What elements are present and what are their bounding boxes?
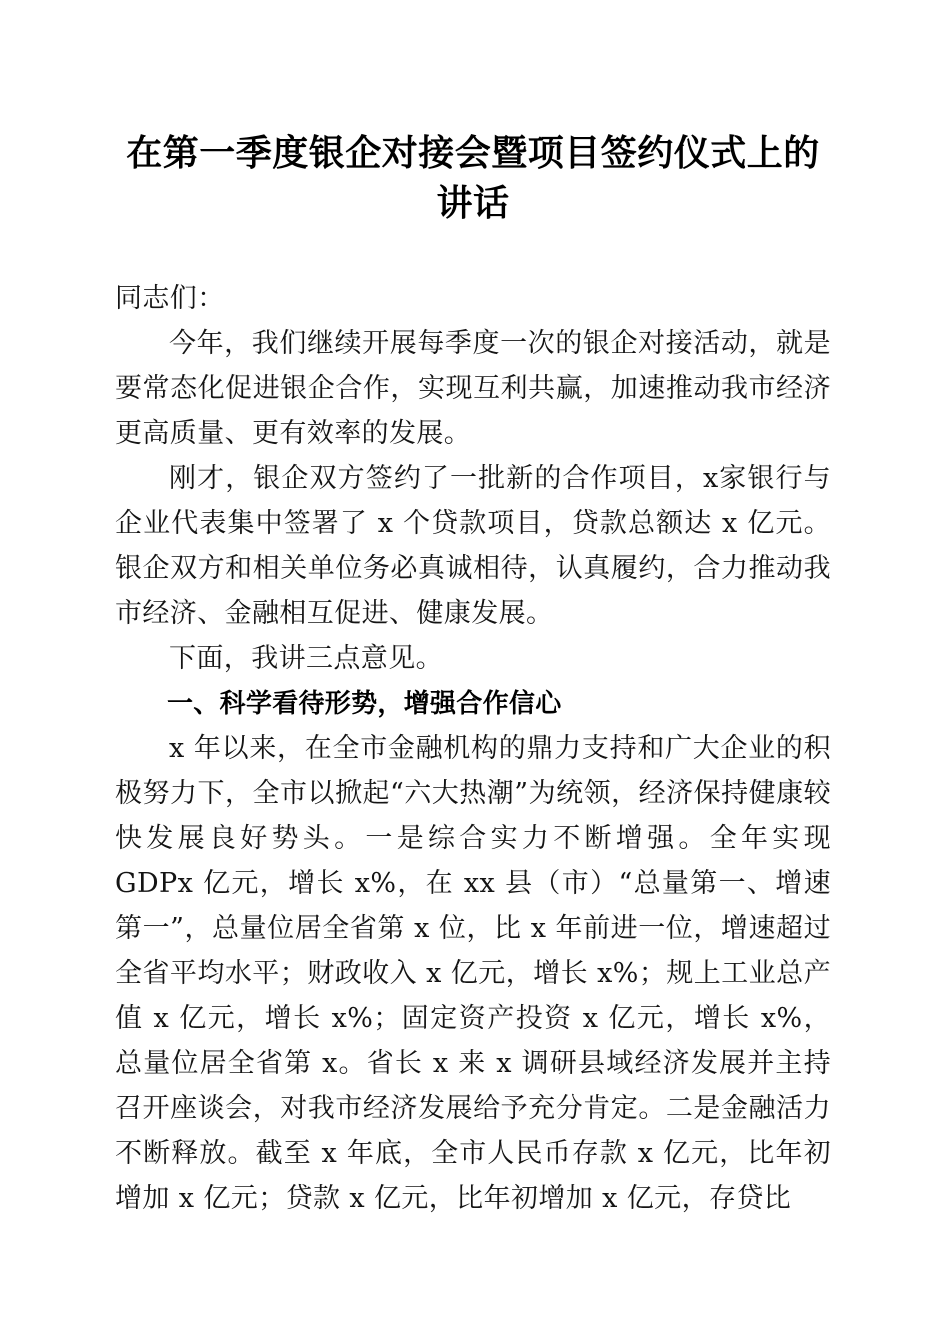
salutation-line: 同志们：: [115, 283, 225, 314]
paragraph-2: 刚才，银企双方签约了一批新的合作项目，x家银行与企业代表集中签署了 x 个贷款项目，贷款总额达 x 亿元。银企双方和相关单位务必真诚相待，认真履约，合力推动我市经济、金融相互促进、健康发展。: [115, 463, 831, 629]
section-heading-1: 一、科学看待形势，增强合作信心: [167, 688, 562, 718]
document-content: [115, 0, 831, 1221]
paragraph-body-after-heading: x 年以来，在全市金融机构的鼎力支持和广大企业的积极努力下，全市以掀起“六大热潮”为统领，经济保持健康较快发展良好势头。一是综合实力不断增强。全年实现 GDPx 亿元，增长 x%，在 xx 县（市）“总量第一、增速第一”，总量位居全省第 x 位，比 x 年前进一位，增速超过全省平均水平；财政收入 x 亿元，增长 x%；规上工业总产值 x 亿元，增长 x%；固定资产投资 x 亿元，增长 x%，总量位居全省第 x。省长 x 来 x 调研县域经济发展并主持召开座谈会，对我市经济发展给予充分肯定。二是金融活力不断释放。截至 x 年底，全市人民币存款 x 亿元，比年初增加 x 亿元；贷款 x 亿元，比年初增加 x 亿元，存贷比: [115, 733, 831, 1214]
title-body-spacer: [115, 228, 831, 276]
paragraph-3: 下面，我讲三点意见。: [169, 643, 443, 674]
paragraph-1: 今年，我们继续开展每季度一次的银企对接活动，就是要常态化促进银企合作，实现互利共赢，加速推动我市经济更高质量、更有效率的发展。: [115, 328, 831, 449]
page-title: 在第一季度银企对接会暨项目签约仪式上的讲话: [126, 133, 820, 223]
